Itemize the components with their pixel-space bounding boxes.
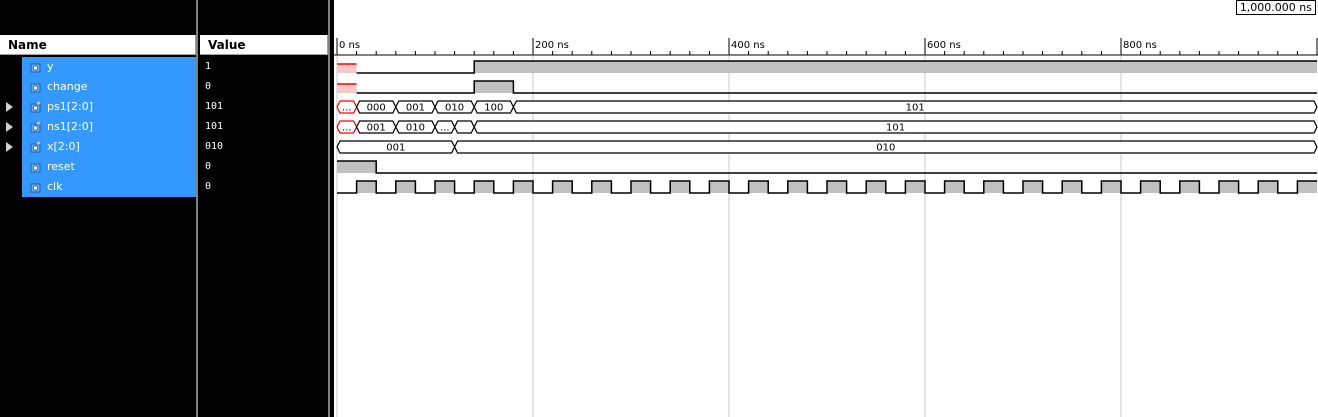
signal-name: x[2:0]	[47, 140, 80, 153]
ns1-bus-value-label: ...	[440, 122, 450, 134]
y-high-fill	[474, 61, 1317, 73]
ps1-bus-value-label: ...	[342, 102, 352, 114]
ruler-tick-label: 600 ns	[927, 40, 961, 51]
reset-waveform	[337, 161, 1317, 173]
x-bus-value-label: 001	[386, 142, 406, 154]
bus-signal-icon	[30, 121, 42, 133]
waveform-canvas[interactable]	[334, 0, 1318, 417]
ruler-tick-label: 200 ns	[535, 40, 569, 51]
ns1-bus-value-label: ...	[342, 122, 352, 134]
clk-high-pulse	[670, 181, 690, 193]
x-bus-value-label: 010	[876, 142, 896, 154]
clk-high-pulse	[474, 181, 494, 193]
name-column-header[interactable]: Name	[0, 35, 196, 55]
signal-name: clk	[47, 180, 63, 193]
clk-high-pulse	[1101, 181, 1121, 193]
change-unknown-fill	[337, 84, 357, 93]
signal-icon	[30, 181, 42, 193]
ps1-bus-value-label: 001	[405, 102, 425, 114]
ps1-bus-value-label: 010	[445, 102, 465, 114]
signal-name-row-y[interactable]	[22, 57, 196, 77]
name-value-splitter[interactable]	[196, 0, 198, 417]
ns1-bus-value-label: 001	[366, 122, 386, 134]
expand-ns1-toggle[interactable]	[6, 122, 13, 132]
signal-name-row-ns1[interactable]	[22, 117, 196, 137]
signal-value-y: 1	[205, 61, 212, 72]
ps1-bus-value-label: 101	[905, 102, 925, 114]
name-pane	[0, 0, 196, 417]
signal-name: ns1[2:0]	[47, 120, 93, 133]
signal-icon	[30, 81, 42, 93]
clk-high-pulse	[1219, 181, 1239, 193]
clk-high-pulse	[905, 181, 925, 193]
signal-name: ps1[2:0]	[47, 100, 93, 113]
signal-value-ps1: 101	[205, 101, 224, 112]
signal-icon	[30, 61, 42, 73]
signal-name-row-x[interactable]	[22, 137, 196, 157]
signal-icon	[30, 161, 42, 173]
value-pane	[200, 0, 328, 417]
signal-value-clk: 0	[205, 181, 212, 192]
clk-high-pulse	[631, 181, 651, 193]
clk-high-pulse	[749, 181, 769, 193]
clk-high-pulse	[1141, 181, 1161, 193]
value-column-header[interactable]: Value	[200, 35, 328, 55]
clk-high-pulse	[396, 181, 416, 193]
clk-high-pulse	[1297, 181, 1317, 193]
clk-high-pulse	[945, 181, 965, 193]
signal-name-row-change[interactable]	[22, 77, 196, 97]
signal-name-row-clk[interactable]	[22, 177, 196, 197]
ps1-bus-value-label: 100	[484, 102, 504, 114]
signal-name-row-ps1[interactable]	[22, 97, 196, 117]
ps1-bus-value-label: 000	[366, 102, 386, 114]
ruler-tick-label: 0 ns	[339, 40, 361, 51]
clk-high-pulse	[827, 181, 847, 193]
signal-name: y	[47, 60, 54, 73]
clk-high-pulse	[1180, 181, 1200, 193]
clk-high-pulse	[357, 181, 377, 193]
clk-high-pulse	[592, 181, 612, 193]
ns1-bus-value-label: 101	[886, 122, 906, 134]
clk-high-pulse	[788, 181, 808, 193]
signal-value-change: 0	[205, 81, 212, 92]
clk-high-pulse	[553, 181, 573, 193]
value-wave-splitter[interactable]	[328, 0, 330, 417]
expand-x-toggle[interactable]	[6, 142, 13, 152]
clk-high-pulse	[1023, 181, 1043, 193]
signal-value-x: 010	[205, 141, 224, 152]
bus-signal-icon	[30, 101, 42, 113]
clk-high-pulse	[709, 181, 729, 193]
clk-high-pulse	[435, 181, 455, 193]
clk-high-pulse	[984, 181, 1004, 193]
clk-high-pulse	[513, 181, 533, 193]
signal-value-ns1: 101	[205, 121, 224, 132]
ns1-bus-segment	[455, 121, 475, 133]
ruler-tick-label: 800 ns	[1123, 40, 1157, 51]
clk-high-pulse	[866, 181, 886, 193]
ruler-tick-label: 400 ns	[731, 40, 765, 51]
bus-signal-icon	[30, 141, 42, 153]
signal-name: reset	[47, 160, 75, 173]
ns1-bus-value-label: 010	[405, 122, 425, 134]
change-high-fill	[474, 81, 513, 93]
clk-high-pulse	[1258, 181, 1278, 193]
signal-name: change	[47, 80, 88, 93]
signal-value-reset: 0	[205, 161, 212, 172]
clk-high-pulse	[1062, 181, 1082, 193]
signal-name-row-reset[interactable]	[22, 157, 196, 177]
expand-ps1-toggle[interactable]	[6, 102, 13, 112]
y-unknown-fill	[337, 64, 357, 73]
cursor-time-readout: 1,000.000 ns	[1236, 0, 1316, 15]
reset-high-fill	[337, 161, 376, 173]
